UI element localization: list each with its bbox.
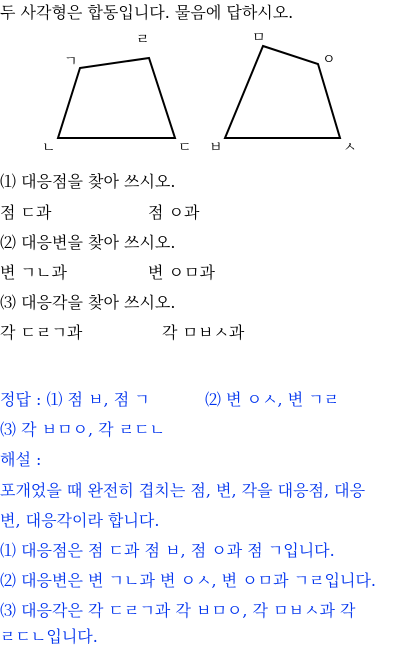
question-1-blank-a: 점 ㄷ과 (0, 203, 52, 222)
vertex-label-rieul: ㄹ (136, 32, 150, 48)
question-intro: 두 사각형은 합동입니다. 물음에 답하시오. (0, 3, 294, 22)
vertex-label-bieup: ㅂ (209, 140, 223, 156)
left-quadrilateral-shape (58, 58, 175, 138)
answer-line-1b: ⑵ 변 ㅇㅅ, 변 ㄱㄹ (205, 390, 340, 409)
explanation-line-3: ⑴ 대응점은 점 ㄷ과 점 ㅂ, 점 ㅇ과 점 ㄱ입니다. (0, 541, 335, 560)
question-3: ⑶ 대응각을 찾아 쓰시오. (0, 293, 176, 312)
answer-line-1a: 정답 : ⑴ 점 ㅂ, 점 ㄱ (0, 390, 150, 409)
question-1-blank-b: 점 ㅇ과 (148, 203, 200, 222)
vertex-label-siot: ㅅ (343, 140, 357, 156)
explanation-line-1: 포개었을 때 완전히 겹치는 점, 변, 각을 대응점, 대응 (0, 481, 366, 500)
congruent-quadrilaterals-figure (0, 28, 400, 158)
right-quadrilateral (209, 30, 357, 156)
explanation-line-6: ㄹㄷㄴ입니다. (0, 627, 98, 646)
question-3-blank-a: 각 ㄷㄹㄱ과 (0, 323, 83, 342)
question-1: ⑴ 대응점을 찾아 쓰시오. (0, 172, 176, 191)
vertex-label-giyeok: ㄱ (64, 54, 78, 70)
left-quadrilateral (42, 32, 192, 156)
vertex-label-nieun: ㄴ (42, 140, 56, 156)
vertex-label-mieum: ㅁ (252, 30, 266, 46)
explanation-heading: 해설 : (0, 450, 42, 469)
explanation-line-4: ⑵ 대응변은 변 ㄱㄴ과 변 ㅇㅅ, 변 ㅇㅁ과 ㄱㄹ입니다. (0, 571, 376, 590)
explanation-line-2: 변, 대응각이라 합니다. (0, 511, 160, 530)
question-2-blank-a: 변 ㄱㄴ과 (0, 263, 67, 282)
explanation-line-5: ⑶ 대응각은 각 ㄷㄹㄱ과 각 ㅂㅁㅇ, 각 ㅁㅂㅅ과 각 (0, 601, 356, 620)
vertex-label-digeut: ㄷ (178, 140, 192, 156)
vertex-label-ieung: ㅇ (322, 52, 336, 68)
question-2-blank-b: 변 ㅇㅁ과 (148, 263, 215, 282)
answer-line-2: ⑶ 각 ㅂㅁㅇ, 각 ㄹㄷㄴ (0, 420, 166, 439)
question-2: ⑵ 대응변을 찾아 쓰시오. (0, 233, 176, 252)
question-3-blank-b: 각 ㅁㅂㅅ과 (162, 323, 245, 342)
